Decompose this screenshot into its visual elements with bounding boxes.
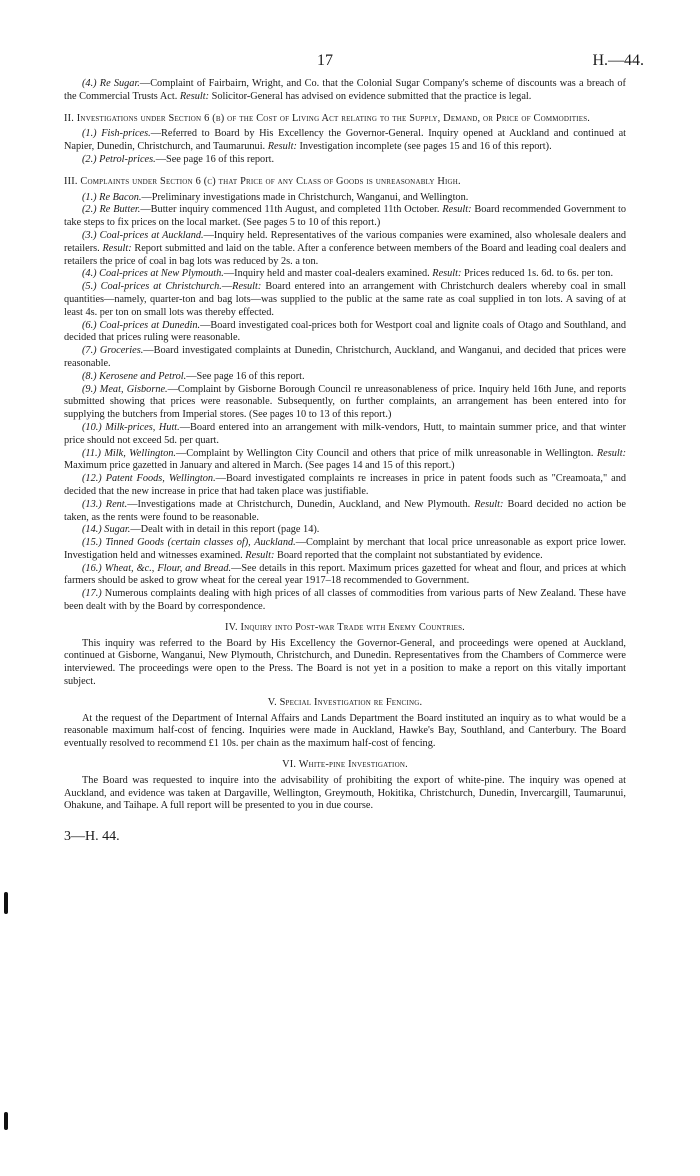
item-result-label: Result: [179, 90, 210, 102]
item-result-text: Board decided no action be taken, as the rents were found to be reasonable. [64, 498, 627, 523]
page-number: 17 [317, 52, 333, 69]
item-text: —Board investigated complaints re increases in price in patent foods such as "Creamoata," and decided that the new increase in price that had taken place was justifiable. [64, 473, 626, 497]
item-result-label: Result: [596, 447, 626, 459]
intro-item [64, 78, 626, 104]
list-item [64, 320, 626, 346]
item-text: —Referred to Board by His Excellency the Governor-General. Inquiry opened at Auckland and continued at Napier, Dunedin, Christchurch, and Taumarunui. [64, 128, 626, 153]
item-label: (2.) Petrol-prices. [82, 153, 156, 165]
item-text: —Dealt with in detail in this report (page 14). [130, 524, 320, 536]
item-result-label: Result: [232, 281, 262, 293]
item-result-text: Board entered into an arrangement with Christchurch dealers whereby coal in small quantities—namely, quarter-ton and bag lots—was supplied to the public at the same rate as coal supplied in ton lots. A saving of at least 4s. per ton on small lots was thereby effected. [64, 281, 626, 318]
margin-mark [4, 892, 8, 914]
item-result-label: Result: [102, 242, 132, 254]
item-text: — [221, 281, 233, 293]
section-heading: III. Complaints under Section 6 (c) that Price of any Class of Goods is unreasonably High. [64, 175, 461, 187]
section-paragraph: The Board was requested to inquire into the advisability of prohibiting the export of white-pine. The inquiry was opened at Auckland, and evidence was taken at Dargaville, Wellington, Greymouth, Hokitika, Christchurch, Dunedin, Invercargill, Taumarunui, Ohakune, and Taihape. A full report will be presented to you in due course. [64, 774, 626, 812]
list-item [64, 268, 626, 281]
item-label: (13.) Rent. [82, 498, 128, 510]
item-label: (4.) Re Sugar. [82, 78, 140, 89]
page-header [64, 52, 644, 78]
section-heading: VI. White-pine Investigation. [282, 759, 408, 771]
item-text: —Complaint by Gisborne Borough Council re unreasonableness of price. Inquiry held 16th June, and reports submitted showing that prices were reasonable. Subsequently, on further complaints, an arrangement has been entered into for supplying the butchers from Imperial stores. (See pages 10 to 13 of this report.) [64, 383, 626, 421]
item-label: (15.) Tinned Goods (certain classes of), Auckland. [82, 537, 296, 549]
section3-list [64, 192, 626, 614]
item-result-text: Board reported that the complaint not substantiated by evidence. [274, 549, 543, 561]
item-label: (10.) Milk-prices, Hutt. [82, 421, 180, 433]
item-result-label: Result: [267, 141, 297, 153]
item-label: (3.) Coal-prices at Auckland. [82, 229, 204, 241]
item-text: —Preliminary investigations made in Christchurch, Wanganui, and Wellington. [141, 191, 469, 203]
item-result-text: Solicitor-General has advised on evidence submitted that the practice is legal. [209, 90, 532, 102]
item-text: —See page 16 of this report. [186, 370, 305, 382]
document-page [64, 52, 644, 845]
item-result-text: Board recommended Government to take steps to fix prices on the local market. (See pages 5 to 10 of this report.) [64, 204, 626, 229]
section-heading: V. Special Investigation re Fencing. [267, 696, 423, 708]
item-label: (17.) [82, 588, 102, 600]
list-item [64, 448, 626, 474]
list-item [64, 128, 626, 154]
section-heading: II. Investigations under Section 6 (b) of the Cost of Living Act relating to the Supply, Demand, or Price of Commodities. [64, 112, 591, 124]
document-body [64, 78, 626, 844]
item-text: —Complaint by Wellington City Council and others that price of milk unreasonable in Wellington. [176, 447, 597, 459]
list-item [64, 345, 626, 371]
section-paragraph: This inquiry was referred to the Board by His Excellency the Governor-General, and proceedings were opened at Auckland, continued at Gisborne, Wanganui, New Plymouth, Christchurch, and Dunedin. Representatives from the Chambers of Commerce were interviewed. The proceedings were open to the Press. The Board is not yet in a position to make a report on this vitally important subject. [64, 637, 626, 688]
list-item [64, 537, 626, 563]
item-text: —Inquiry held. Representatives of the various companies were examined, also wholesale dealers and retailers. [64, 229, 626, 254]
margin-mark [4, 1112, 8, 1130]
footer-signature: 3—H. 44. [64, 829, 120, 845]
item-label: (2.) Re Butter. [82, 204, 141, 216]
list-item [64, 371, 626, 384]
item-result-label: Result: [474, 498, 504, 510]
list-item [64, 384, 626, 422]
section-paragraph: At the request of the Department of Internal Affairs and Lands Department the Board instituted an inquiry as to what would be a reasonable maximum half-cost of fencing. Inquiries were made in Auckland, Hawke's Bay, Southland, and Canterbury. The Board eventually resolved to recommend £1 10s. per chain as the maximum half-cost of fencing. [64, 712, 626, 750]
list-item [64, 588, 626, 614]
item-result-label: Result: [442, 204, 472, 216]
section2-list [64, 128, 626, 166]
list-item [64, 524, 626, 537]
item-text: —Board investigated complaints at Dunedin, Christchurch, Auckland, and Wanganui, and decided that prices were reasonable. [64, 345, 626, 369]
list-item [64, 230, 626, 268]
item-result-text: Prices reduced 1s. 6d. to 6s. per ton. [461, 268, 614, 280]
item-text: —Board investigated coal-prices both for Westport coal and lignite coals of Otago and Southland, and decided that prices ruling were reasonable. [64, 319, 626, 344]
item-text: Numerous complaints dealing with high prices of all classes of commodities from various parts of New Zealand. These have been dealt with by the Board by correspondence. [64, 588, 626, 613]
item-text: —Complaint by merchant that local price unreasonable as export price lower. Investigation held and witnesses examined. [64, 537, 626, 561]
item-label: (16.) Wheat, &c., Flour, and Bread. [82, 562, 232, 574]
item-label: (14.) Sugar. [82, 524, 131, 536]
item-text: —Investigations made at Christchurch, Dunedin, Auckland, and New Plymouth. [127, 498, 475, 510]
item-result-text: Report submitted and laid on the table. After a conference between members of the Board and leading coal dealers and retailers the price of coal in bag lots was reduced by 2s. a ton. [64, 242, 626, 267]
item-label: (8.) Kerosene and Petrol. [82, 370, 187, 382]
list-item [64, 154, 626, 167]
item-text: —Butter inquiry commenced 11th August, and completed 11th October. [140, 204, 443, 216]
list-item [64, 473, 626, 499]
item-text: —Complaint of Fairbairn, Wright, and Co. that the Colonial Sugar Company's scheme of discounts was a breach of the Commercial Trusts Act. [64, 78, 626, 102]
list-item [64, 499, 626, 525]
item-label: (5.) Coal-prices at Christchurch. [82, 281, 222, 293]
item-text: —See details in this report. Maximum prices gazetted for wheat and flour, and prices at which farmers should be asked to grow wheat for the cereal year 1917–18 recommended to Government. [64, 562, 626, 587]
item-text: —See page 16 of this report. [155, 153, 275, 165]
document-reference: H.—44. [592, 52, 644, 69]
item-label: (9.) Meat, Gisborne. [82, 383, 168, 395]
item-label: (11.) Milk, Wellington. [82, 447, 176, 459]
list-item [64, 422, 626, 448]
item-label: (1.) Fish-prices. [82, 128, 151, 140]
list-item [64, 563, 626, 589]
item-result-text: Investigation incomplete (see pages 15 and 16 of this report). [296, 141, 552, 153]
item-label: (1.) Re Bacon. [82, 191, 142, 203]
item-result-text: Maximum price gazetted in January and altered in March. (See pages 14 and 15 of this report.) [64, 460, 455, 472]
item-label: (4.) Coal-prices at New Plymouth. [82, 268, 224, 280]
list-item [64, 192, 626, 205]
item-result-label: Result: [432, 268, 462, 280]
item-text: —Inquiry held and master coal-dealers examined. [223, 268, 433, 280]
item-text: —Board entered into an arrangement with milk-vendors, Hutt, to maintain summer price, and that winter price should not exceed 5d. per quart. [64, 421, 627, 446]
item-label: (12.) Patent Foods, Wellington. [82, 473, 216, 485]
item-result-label: Result: [245, 549, 275, 561]
list-item [64, 281, 626, 319]
item-label: (6.) Coal-prices at Dunedin. [82, 319, 201, 331]
list-item [64, 204, 626, 230]
item-label: (7.) Groceries. [82, 345, 144, 357]
section-heading: IV. Inquiry into Post-war Trade with Enemy Countries. [225, 621, 465, 633]
